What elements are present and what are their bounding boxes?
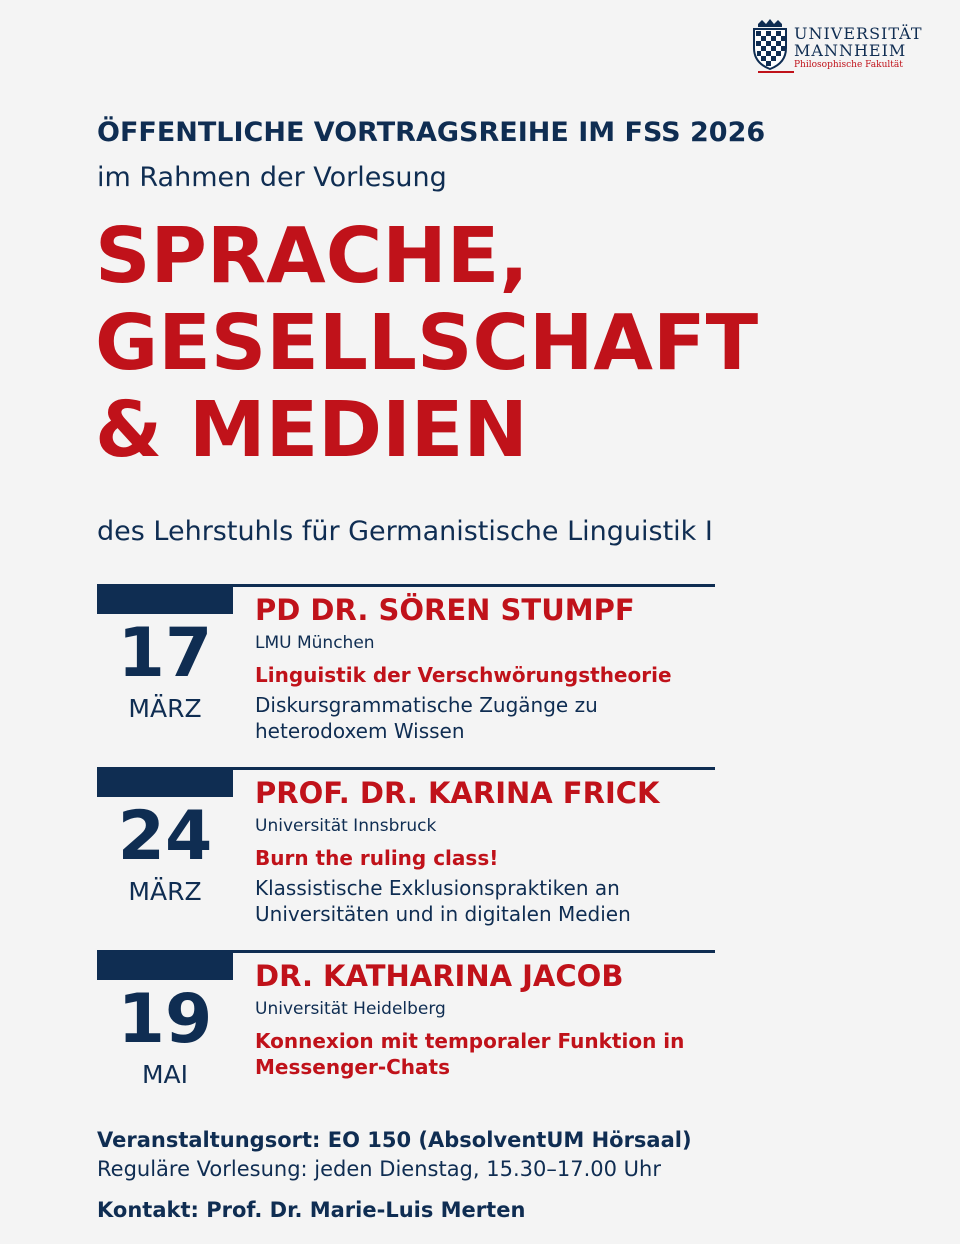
logo-divider <box>758 71 794 73</box>
event-title: Konnexion mit temporaler Funktion in Messenger-Chats <box>255 1029 685 1079</box>
contact-line: Kontakt: Prof. Dr. Marie-Luis Merten <box>97 1198 526 1222</box>
event-subtitle: Diskursgrammatische Zugänge zu heterodoxem Wissen <box>255 693 598 743</box>
event-rule <box>233 950 715 953</box>
headline-line-3: & MEDIEN <box>95 386 528 475</box>
event-title: Linguistik der Verschwörungstheorie <box>255 663 672 687</box>
event-day: 19 <box>117 980 213 1059</box>
event-subtitle: Klassistische Exklusionspraktiken an Universitäten und in digitalen Medien <box>255 876 631 926</box>
event-speaker: PROF. DR. KARINA FRICK <box>255 776 660 810</box>
event-title: Burn the ruling class! <box>255 846 499 870</box>
chair-line: des Lehrstuhls für Germanistische Linguistik I <box>97 516 713 547</box>
date-tab <box>97 950 233 980</box>
event-item <box>97 767 717 937</box>
logo-line2: MANNHEIM <box>794 41 907 60</box>
logo-faculty: Philosophische Fakultät <box>794 60 903 70</box>
venue-line: Veranstaltungsort: EO 150 (AbsolventUM Hörsaal) <box>97 1128 692 1152</box>
series-kicker: ÖFFENTLICHE VORTRAGSREIHE IM FSS 2026 <box>97 117 766 148</box>
date-tab <box>97 767 233 797</box>
university-logo <box>748 14 938 76</box>
event-month: MAI <box>141 1060 189 1089</box>
event-item <box>97 584 717 754</box>
event-affiliation: LMU München <box>255 633 375 653</box>
series-subkicker: im Rahmen der Vorlesung <box>97 162 447 193</box>
event-affiliation: Universität Innsbruck <box>255 816 437 836</box>
event-rule <box>233 584 715 587</box>
headline-line-2: GESELLSCHAFT <box>95 299 759 388</box>
logo-line1: UNIVERSITÄT <box>794 24 923 43</box>
event-day: 17 <box>117 614 213 693</box>
event-affiliation: Universität Heidelberg <box>255 999 446 1019</box>
event-speaker: DR. KATHARINA JACOB <box>255 959 624 993</box>
headline-line-1: SPRACHE, <box>95 212 529 301</box>
event-item <box>97 950 717 1100</box>
event-month: MÄRZ <box>128 694 202 723</box>
regular-lecture-line: Reguläre Vorlesung: jeden Dienstag, 15.30–17.00 Uhr <box>97 1157 661 1181</box>
event-day: 24 <box>117 797 213 876</box>
date-tab <box>97 584 233 614</box>
event-month: MÄRZ <box>128 877 202 906</box>
headline <box>95 213 895 474</box>
university-crest-icon <box>750 18 790 70</box>
event-speaker: PD DR. SÖREN STUMPF <box>255 593 635 627</box>
event-rule <box>233 767 715 770</box>
